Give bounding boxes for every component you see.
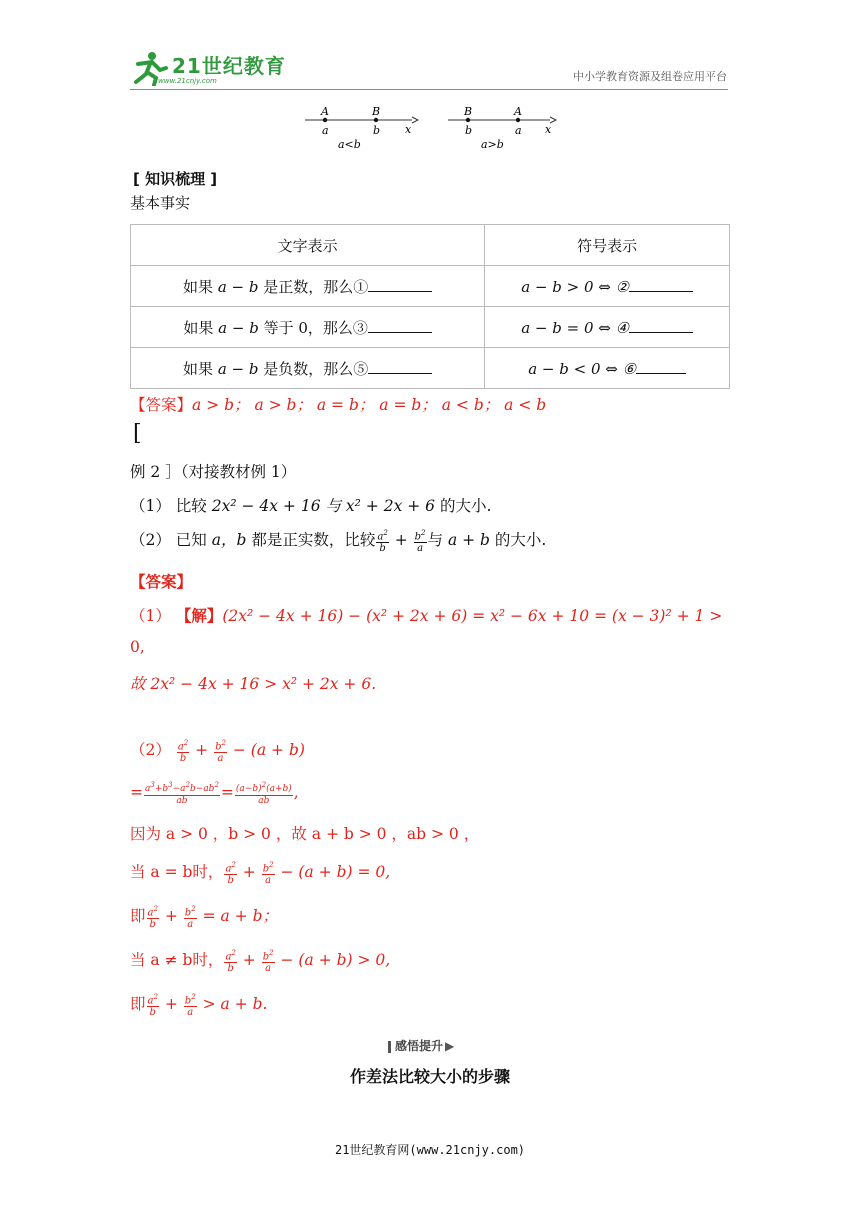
solution-1: （1） 【解】(2x² − 4x + 16) − (x² + 2x + 6) = x² − 6x + 10 = (x − 3)² + 1 > [130, 606, 723, 625]
table-cell: 如果 a − b 是正数，那么① [131, 266, 485, 307]
number-line-diagram [300, 100, 570, 155]
example-q1: （1） 比较 2x² − 4x + 16 与 x² + 2x + 6 的大小. [130, 497, 492, 515]
example-label: 例 2 ］（对接教材例 1） [130, 463, 297, 481]
example-bracket: [ [133, 421, 142, 446]
nl-left-p1: A [321, 105, 329, 118]
example-q2: （2） 已知 a，b 都是正实数，比较 $\frac{a^2}{b}$ + $\frac{b^2}{a}$ 与 a + b 的大小. [130, 529, 547, 555]
footer-site: 21世纪教育网(www.21cnjy.com) [334, 1143, 526, 1157]
nl-right-caption: a>b [481, 138, 504, 151]
table-header-row [131, 225, 730, 266]
nl-right-p1: B [464, 105, 473, 118]
section-subtitle: 基本事实 [130, 194, 191, 212]
nl-left-p2: B [372, 105, 381, 118]
tag-bar-icon [388, 1041, 391, 1053]
nl-left-caption: a<b [338, 138, 361, 151]
answer-blank [368, 277, 432, 292]
insight-tag: 感悟提升 ▶ [388, 1037, 454, 1054]
answer-blank [629, 277, 693, 292]
solution-2-line3: 因为 a > 0 ，b > 0 ，故 a + b > 0 ，ab > 0 ， [130, 825, 480, 843]
table-row [131, 348, 730, 389]
answer-blank [629, 318, 693, 333]
solution-1-conclusion: 故 2x² − 4x + 16 > x² + 2x + 6. [130, 675, 377, 693]
solution-2-line6: 当 a ≠ b时， $\frac{a^2}{b}$ + $\frac{b^2}{a}$ − (a + b) > 0, [130, 949, 391, 975]
nl-left-axis: x [405, 123, 412, 136]
section-title: [ 知识梳理 ] [133, 170, 218, 188]
nl-right-l2: a [515, 124, 522, 137]
answer-values: a > b； a > b； a = b； a = b； a < b； a < b [192, 396, 547, 414]
steps-heading: 作差法比较大小的步骤 [349, 1067, 510, 1086]
answer-blank [636, 359, 686, 374]
solution-2-line1: （2） $\frac{a^2}{b}$ + $\frac{b^2}{a}$ − (a + b) [130, 739, 305, 765]
triangle-right-icon: ▶ [445, 1039, 455, 1053]
answer-blank [368, 359, 432, 374]
table-cell: a − b = 0 ⇔ ④ [485, 307, 730, 348]
solution-1-cont: 0, [130, 638, 145, 656]
table-cell: 如果 a − b 等于 0，那么③ [131, 307, 485, 348]
solution-2-line4: 当 a = b时， $\frac{a^2}{b}$ + $\frac{b^2}{a}$ − (a + b) = 0, [130, 861, 391, 887]
answer-1 [130, 393, 546, 415]
nl-right-l1: b [465, 124, 473, 137]
header-divider [130, 89, 728, 90]
nl-left-l1: a [322, 124, 329, 137]
answer-label: 【答案】 [130, 396, 193, 414]
table-cell: a − b < 0 ⇔ ⑥ [485, 348, 730, 389]
answer-2-label: 【答案】 [130, 572, 193, 591]
nl-right-p2: A [514, 105, 522, 118]
solution-2-line2: = $\frac{a^3+b^3-a^2b-ab^2}{ab}$ = $\frac{(a-b)^2(a+b)}{ab}$ , [130, 781, 299, 806]
basic-facts-table [130, 224, 730, 389]
answer-blank [368, 318, 432, 333]
nl-left-l2: b [373, 124, 381, 137]
table-row [131, 307, 730, 348]
table-header-cell: 文字表示 [131, 225, 485, 266]
logo-name: 21世纪教育 [172, 54, 286, 78]
table-row [131, 266, 730, 307]
solution-2-line7: 即 $\frac{a^2}{b}$ + $\frac{b^2}{a}$ > a + b. [130, 993, 268, 1019]
table-cell: a − b > 0 ⇔ ② [485, 266, 730, 307]
platform-text: 中小学教育资源及组卷应用平台 [573, 70, 727, 83]
logo-url: www.21cnjy.com [158, 77, 217, 85]
solution-2-line5: 即 $\frac{a^2}{b}$ + $\frac{b^2}{a}$ = a + b； [130, 905, 279, 931]
table-cell: 如果 a − b 是负数，那么⑤ [131, 348, 485, 389]
nl-right-axis: x [545, 123, 552, 136]
table-header-cell: 符号表示 [485, 225, 730, 266]
